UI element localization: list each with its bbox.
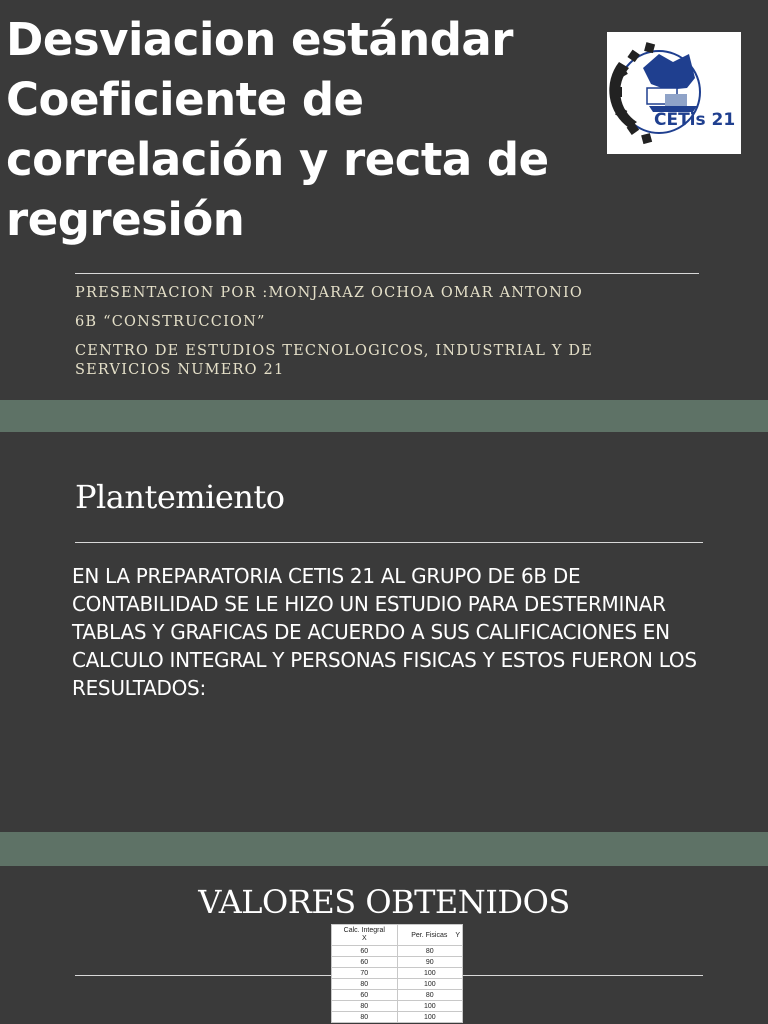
cell-y: 80 xyxy=(397,946,462,957)
cell-x: 70 xyxy=(332,968,398,979)
school-line-2: SERVICIOS NUMERO 21 xyxy=(75,362,285,378)
column-label: Per. Fisicas xyxy=(411,931,448,939)
problem-slide xyxy=(0,432,768,832)
table-header-row xyxy=(332,925,463,946)
column-header-y xyxy=(397,925,462,946)
cell-x: 80 xyxy=(332,979,398,990)
author-line: PRESENTACION POR :MONJARAZ OCHOA OMAR ANTONIO xyxy=(75,285,584,301)
cell-y: 80 xyxy=(397,990,462,1001)
slide-heading: VALORES OBTENIDOS xyxy=(198,883,570,921)
cell-y: 100 xyxy=(397,979,462,990)
cell-x: 80 xyxy=(332,1012,398,1023)
title-line: Desviacion estándar xyxy=(6,13,513,66)
title-line: Coeficiente de xyxy=(6,73,364,126)
divider xyxy=(75,542,703,543)
title-line: regresión xyxy=(6,193,245,246)
slide-separator xyxy=(0,832,768,866)
logo-label: CETis 21 xyxy=(654,110,736,130)
gear-icon xyxy=(607,32,741,154)
school-line-1: CENTRO DE ESTUDIOS TECNOLOGICOS, INDUSTRIAL Y DE xyxy=(75,343,594,359)
cell-y: 90 xyxy=(397,957,462,968)
table-row xyxy=(332,979,463,990)
cell-x: 80 xyxy=(332,1001,398,1012)
problem-statement: EN LA PREPARATORIA CETIS 21 AL GRUPO DE 6B DE CONTABILIDAD SE LE HIZO UN ESTUDIO PARA DESTERMINAR TABLAS Y GRAFICAS DE ACUERDO A SUS CALIFICACIONES EN CALCULO INTEGRAL Y PERSONAS FISICAS Y ESTOS FUERON LOS RESULTADOS: xyxy=(72,564,697,700)
cell-x: 60 xyxy=(332,990,398,1001)
column-label: Calc. Integral xyxy=(343,927,385,934)
cell-y: 100 xyxy=(397,1001,462,1012)
column-variable: X xyxy=(361,935,367,942)
table-row xyxy=(332,1001,463,1012)
table-row xyxy=(332,990,463,1001)
title-slide xyxy=(0,0,768,400)
values-table xyxy=(331,924,463,1023)
table-row xyxy=(332,957,463,968)
cell-y: 100 xyxy=(397,1012,462,1023)
title-line: correlación y recta de xyxy=(6,133,549,186)
table-row xyxy=(332,1012,463,1023)
values-slide xyxy=(0,866,768,1024)
cell-x: 60 xyxy=(332,946,398,957)
slide-heading: Plantemiento xyxy=(75,478,285,516)
column-header-x xyxy=(332,925,398,946)
slide-separator xyxy=(0,400,768,432)
column-variable: Y xyxy=(455,931,460,939)
group-line: 6B “CONSTRUCCION” xyxy=(75,314,266,330)
presentation-title xyxy=(6,10,606,250)
cetis-logo xyxy=(607,32,741,154)
divider xyxy=(75,273,699,274)
cell-y: 100 xyxy=(397,968,462,979)
table-row xyxy=(332,968,463,979)
cell-x: 60 xyxy=(332,957,398,968)
table-row xyxy=(332,946,463,957)
